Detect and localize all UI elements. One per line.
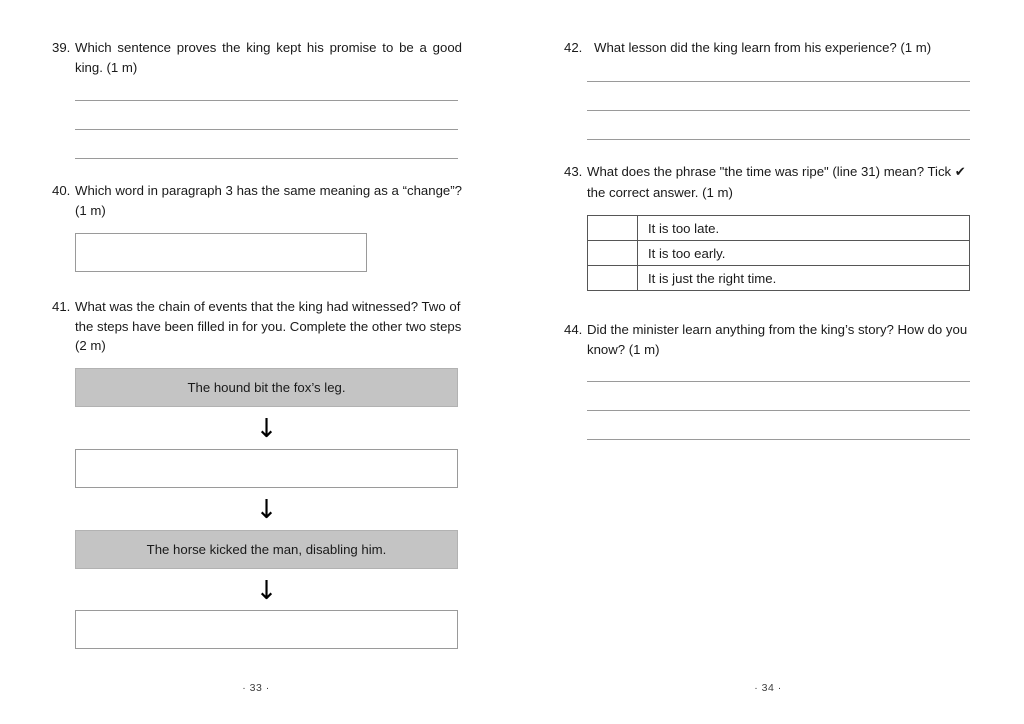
table-row bbox=[588, 216, 970, 241]
question-41 bbox=[52, 297, 462, 356]
question-40-number: 40. bbox=[52, 183, 71, 198]
flow-step-3-label: The horse kicked the man, disabling him. bbox=[146, 542, 387, 557]
table-row bbox=[588, 266, 970, 291]
flow-arrow-1: ↓ bbox=[255, 414, 278, 444]
question-40-text: Which word in paragraph 3 has the same meaning as a “change”? (1 m) bbox=[75, 183, 462, 218]
question-44 bbox=[564, 320, 974, 359]
flow-arrow-3: ↓ bbox=[255, 576, 278, 606]
option-label-3: It is just the right time. bbox=[638, 266, 970, 291]
question-39 bbox=[52, 38, 462, 77]
answer-line-q42-1[interactable] bbox=[587, 81, 970, 82]
check-icon: ✔ bbox=[954, 165, 966, 180]
question-43-text-before: What does the phrase "the time was ripe" (line 31) mean? Tick bbox=[587, 164, 955, 179]
flow-step-1 bbox=[75, 368, 458, 407]
flow-step-1-label: The hound bit the fox’s leg. bbox=[187, 380, 346, 395]
tick-cell-option-3[interactable] bbox=[588, 266, 638, 291]
question-42-number: 42. bbox=[564, 40, 583, 55]
question-43-text-after: the correct answer. (1 m) bbox=[587, 184, 733, 200]
question-44-number: 44. bbox=[564, 322, 583, 337]
flow-arrow-2: ↓ bbox=[255, 495, 278, 525]
answer-line-q39-3[interactable] bbox=[75, 158, 458, 159]
page-number-left: · 33 · bbox=[242, 682, 270, 694]
option-label-1: It is too late. bbox=[638, 216, 970, 241]
flow-step-4[interactable] bbox=[75, 610, 458, 649]
question-39-text: Which sentence proves the king kept his promise to be a good king. (1 m) bbox=[75, 40, 462, 75]
page-number-right: · 34 · bbox=[754, 682, 782, 694]
question-42-text: What lesson did the king learn from his experience? (1 m) bbox=[594, 40, 932, 55]
flow-step-2[interactable] bbox=[75, 449, 458, 488]
question-44-text: Did the minister learn anything from the king’s story? How do you know? (1 m) bbox=[587, 322, 968, 357]
question-43-text bbox=[587, 162, 974, 202]
question-40 bbox=[52, 181, 462, 220]
flow-step-3 bbox=[75, 530, 458, 569]
option-label-2: It is too early. bbox=[638, 241, 970, 266]
table-row bbox=[588, 241, 970, 266]
question-41-text: What was the chain of events that the king had witnessed? Two of the steps have been filled in for you. Complete the other two steps (2 m) bbox=[75, 299, 462, 353]
answer-line-q42-3[interactable] bbox=[587, 139, 970, 140]
question-42 bbox=[564, 38, 974, 58]
answer-line-q42-2[interactable] bbox=[587, 110, 970, 111]
question-43-number: 43. bbox=[564, 164, 583, 179]
question-41-number: 41. bbox=[52, 299, 71, 314]
question-39-number: 39. bbox=[52, 40, 71, 55]
answer-line-q44-1[interactable] bbox=[587, 381, 970, 382]
answer-line-q44-3[interactable] bbox=[587, 439, 970, 440]
answer-box-q40[interactable] bbox=[75, 233, 367, 272]
tick-cell-option-1[interactable] bbox=[588, 216, 638, 241]
page-right bbox=[512, 0, 1024, 724]
answer-line-q44-2[interactable] bbox=[587, 410, 970, 411]
answer-options-table-q43 bbox=[587, 215, 970, 291]
question-43 bbox=[564, 162, 974, 202]
answer-line-q39-2[interactable] bbox=[75, 129, 458, 130]
tick-cell-option-2[interactable] bbox=[588, 241, 638, 266]
answer-line-q39-1[interactable] bbox=[75, 100, 458, 101]
